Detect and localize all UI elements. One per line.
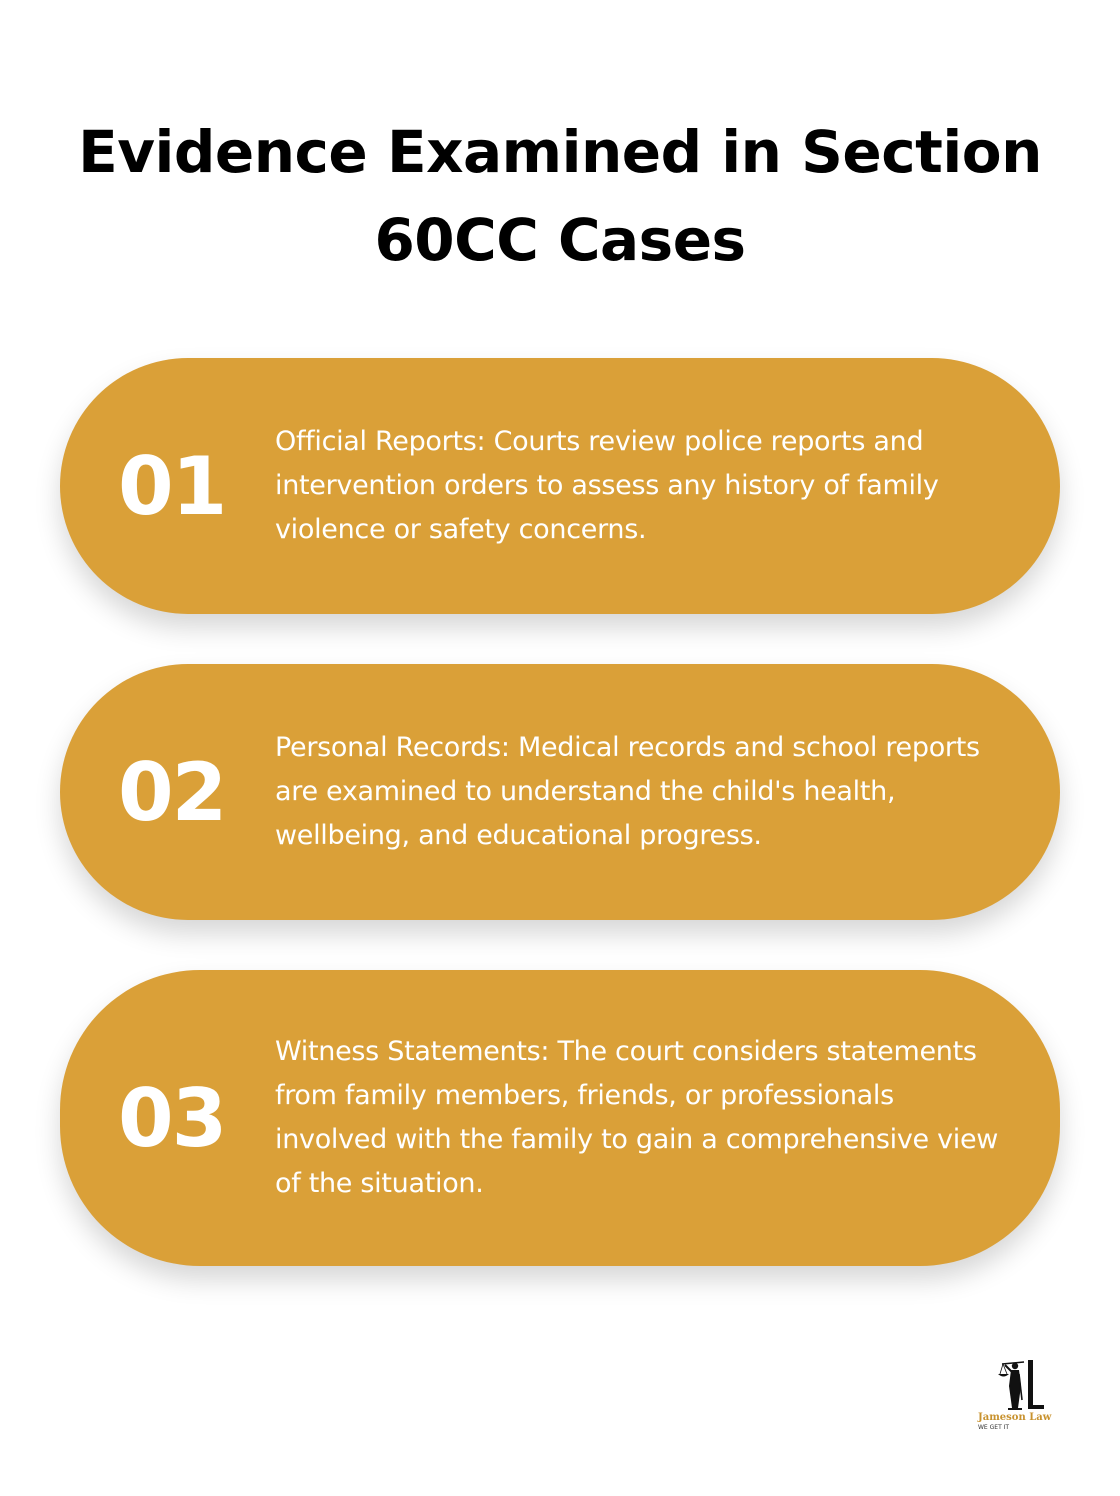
card-description: Official Reports: Courts review police reports and intervention orders to assess any history of family violence or safety concerns. bbox=[275, 426, 939, 545]
card-description: Witness Statements: The court considers statements from family members, friends, or professionals involved with the family to gain a comprehensive view of the situation. bbox=[275, 1036, 999, 1199]
card-description: Personal Records: Medical records and school reports are examined to understand the child's health, wellbeing, and educational progress. bbox=[275, 732, 980, 851]
card-number: 02 bbox=[118, 745, 226, 839]
jameson-law-logo bbox=[978, 1356, 1054, 1436]
page-title: Evidence Examined in Section 60CC Cases bbox=[78, 118, 1042, 274]
evidence-card-personal-records bbox=[60, 664, 1060, 920]
evidence-card-official-reports bbox=[60, 358, 1060, 614]
card-number: 03 bbox=[118, 1071, 226, 1165]
lady-justice-icon bbox=[978, 1356, 1054, 1412]
card-number: 01 bbox=[118, 439, 226, 533]
evidence-card-witness-statements bbox=[60, 970, 1060, 1266]
logo-name: Jameson Law bbox=[978, 1412, 1052, 1423]
logo-tagline: WE GET IT bbox=[978, 1424, 1010, 1431]
